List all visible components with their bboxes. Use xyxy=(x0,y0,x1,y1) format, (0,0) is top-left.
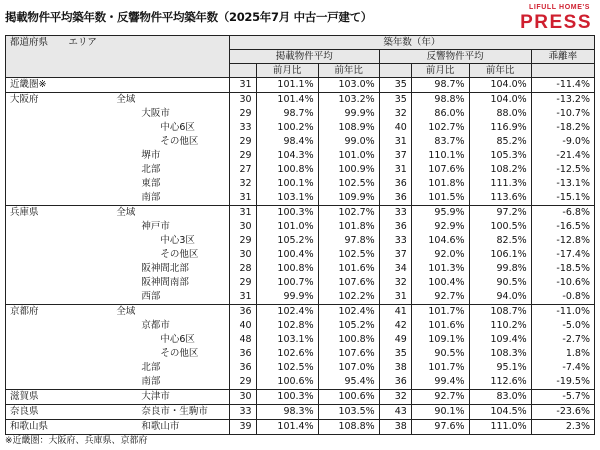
cell-region xyxy=(6,347,65,361)
header-area: エリア xyxy=(64,36,229,50)
cell-inquiry-yoy: 104.5% xyxy=(469,405,531,420)
cell-inquiry-yoy: 116.9% xyxy=(469,121,531,135)
cell-inquiry-mom: 101.6% xyxy=(411,319,469,333)
cell-listed-mom: 100.3% xyxy=(256,206,318,221)
cell-listed-age: 30 xyxy=(229,220,256,234)
cell-inquiry-mom: 98.7% xyxy=(411,78,469,93)
table-row xyxy=(6,107,595,121)
cell-listed-age: 29 xyxy=(229,234,256,248)
cell-inquiry-yoy: 83.0% xyxy=(469,390,531,405)
cell-listed-age: 29 xyxy=(229,276,256,290)
cell-inquiry-mom: 97.6% xyxy=(411,420,469,435)
cell-inquiry-age: 32 xyxy=(379,390,411,405)
cell-listed-age: 29 xyxy=(229,375,256,390)
cell-region xyxy=(6,121,65,135)
cell-region: 大阪府 xyxy=(6,93,65,108)
header-listed-mom: 前月比 xyxy=(256,64,318,78)
cell-listed-yoy: 107.0% xyxy=(318,361,379,375)
cell-listed-age: 32 xyxy=(229,177,256,191)
cell-inquiry-mom: 101.7% xyxy=(411,305,469,320)
cell-listed-mom: 100.7% xyxy=(256,276,318,290)
cell-area: 堺市 xyxy=(64,149,229,163)
cell-region xyxy=(6,361,65,375)
footnote: ※近畿圏：大阪府、兵庫県、京都府 xyxy=(5,436,148,446)
cell-listed-mom: 102.8% xyxy=(256,319,318,333)
cell-inquiry-yoy: 108.7% xyxy=(469,305,531,320)
cell-inquiry-age: 37 xyxy=(379,248,411,262)
cell-area: 全域 xyxy=(64,93,229,108)
cell-inquiry-yoy: 85.2% xyxy=(469,135,531,149)
cell-listed-yoy: 95.4% xyxy=(318,375,379,390)
header-row-3 xyxy=(6,64,595,78)
table-row xyxy=(6,234,595,248)
cell-inquiry-mom: 109.1% xyxy=(411,333,469,347)
header-region: 都道府県 xyxy=(6,36,65,50)
cell-inquiry-yoy: 82.5% xyxy=(469,234,531,248)
cell-inquiry-age: 42 xyxy=(379,319,411,333)
cell-inquiry-yoy: 108.3% xyxy=(469,347,531,361)
header-inquiry: 反響物件平均 xyxy=(379,50,531,64)
table-row xyxy=(6,390,595,405)
cell-region xyxy=(6,290,65,305)
cell-listed-yoy: 107.6% xyxy=(318,276,379,290)
table-row xyxy=(6,177,595,191)
cell-area: 京都市 xyxy=(64,319,229,333)
cell-region: 和歌山県 xyxy=(6,420,65,435)
cell-region xyxy=(6,276,65,290)
cell-region xyxy=(6,375,65,390)
cell-listed-age: 29 xyxy=(229,149,256,163)
cell-area: 東部 xyxy=(64,177,229,191)
table-row xyxy=(6,319,595,333)
table-row xyxy=(6,78,595,93)
cell-inquiry-mom: 101.7% xyxy=(411,361,469,375)
table-row xyxy=(6,333,595,347)
cell-inquiry-age: 43 xyxy=(379,405,411,420)
cell-gap-rate: 2.3% xyxy=(531,420,594,435)
cell-inquiry-yoy: 97.2% xyxy=(469,206,531,221)
page-title: 掲載物件平均築年数・反響物件平均築年数（2025年7月 中古一戸建て） xyxy=(5,10,373,24)
cell-listed-yoy: 102.5% xyxy=(318,248,379,262)
cell-inquiry-age: 35 xyxy=(379,93,411,108)
cell-inquiry-yoy: 109.4% xyxy=(469,333,531,347)
cell-inquiry-age: 35 xyxy=(379,78,411,93)
cell-gap-rate: -13.1% xyxy=(531,177,594,191)
cell-area: 南部 xyxy=(64,191,229,206)
cell-inquiry-mom: 101.8% xyxy=(411,177,469,191)
cell-listed-mom: 98.4% xyxy=(256,135,318,149)
cell-listed-yoy: 101.8% xyxy=(318,220,379,234)
cell-inquiry-age: 36 xyxy=(379,375,411,390)
table-row xyxy=(6,305,595,320)
cell-inquiry-yoy: 106.1% xyxy=(469,248,531,262)
cell-listed-age: 33 xyxy=(229,405,256,420)
cell-gap-rate: -15.1% xyxy=(531,191,594,206)
table-row xyxy=(6,121,595,135)
cell-inquiry-mom: 101.5% xyxy=(411,191,469,206)
table-row xyxy=(6,276,595,290)
cell-inquiry-age: 40 xyxy=(379,121,411,135)
cell-region: 滋賀県 xyxy=(6,390,65,405)
cell-listed-age: 29 xyxy=(229,135,256,149)
cell-inquiry-mom: 83.7% xyxy=(411,135,469,149)
cell-inquiry-age: 33 xyxy=(379,234,411,248)
cell-inquiry-mom: 90.5% xyxy=(411,347,469,361)
brand-logo-subtitle: LIFULL HOME'S xyxy=(528,4,590,11)
cell-inquiry-age: 31 xyxy=(379,135,411,149)
cell-inquiry-yoy: 105.3% xyxy=(469,149,531,163)
cell-listed-mom: 105.2% xyxy=(256,234,318,248)
cell-inquiry-age: 35 xyxy=(379,347,411,361)
cell-area: 北部 xyxy=(64,163,229,177)
cell-listed-mom: 99.9% xyxy=(256,290,318,305)
cell-area: 北部 xyxy=(64,361,229,375)
cell-area: 南部 xyxy=(64,375,229,390)
cell-listed-mom: 102.4% xyxy=(256,305,318,320)
cell-inquiry-mom: 102.7% xyxy=(411,121,469,135)
cell-region xyxy=(6,177,65,191)
cell-inquiry-yoy: 111.3% xyxy=(469,177,531,191)
cell-area: 大阪市 xyxy=(64,107,229,121)
cell-listed-yoy: 107.6% xyxy=(318,347,379,361)
cell-gap-rate: -21.4% xyxy=(531,149,594,163)
cell-listed-yoy: 101.0% xyxy=(318,149,379,163)
cell-gap-rate: -18.2% xyxy=(531,121,594,135)
cell-region xyxy=(6,220,65,234)
cell-area: 全域 xyxy=(64,305,229,320)
cell-listed-yoy: 108.9% xyxy=(318,121,379,135)
cell-listed-yoy: 99.9% xyxy=(318,107,379,121)
cell-region xyxy=(6,248,65,262)
cell-listed-age: 31 xyxy=(229,290,256,305)
cell-inquiry-mom: 95.9% xyxy=(411,206,469,221)
cell-listed-age: 48 xyxy=(229,333,256,347)
cell-inquiry-age: 36 xyxy=(379,177,411,191)
header-row-2 xyxy=(6,50,595,64)
cell-region: 京都府 xyxy=(6,305,65,320)
cell-listed-mom: 98.3% xyxy=(256,405,318,420)
cell-gap-rate: -5.7% xyxy=(531,390,594,405)
cell-gap-rate: -6.8% xyxy=(531,206,594,221)
cell-region xyxy=(6,333,65,347)
cell-listed-age: 33 xyxy=(229,121,256,135)
cell-region xyxy=(6,191,65,206)
cell-listed-mom: 100.2% xyxy=(256,121,318,135)
cell-gap-rate: -7.4% xyxy=(531,361,594,375)
cell-listed-yoy: 102.4% xyxy=(318,305,379,320)
table-row xyxy=(6,149,595,163)
cell-area: 神戸市 xyxy=(64,220,229,234)
table-row xyxy=(6,375,595,390)
cell-region xyxy=(6,319,65,333)
cell-inquiry-mom: 92.0% xyxy=(411,248,469,262)
cell-listed-yoy: 100.6% xyxy=(318,390,379,405)
header-listed: 掲載物件平均 xyxy=(229,50,379,64)
cell-listed-age: 31 xyxy=(229,78,256,93)
cell-listed-age: 30 xyxy=(229,390,256,405)
cell-area: 和歌山市 xyxy=(64,420,229,435)
cell-inquiry-mom: 99.4% xyxy=(411,375,469,390)
table-row xyxy=(6,163,595,177)
cell-area: 中心6区 xyxy=(64,121,229,135)
cell-region xyxy=(6,135,65,149)
cell-listed-mom: 103.1% xyxy=(256,191,318,206)
cell-listed-mom: 100.3% xyxy=(256,390,318,405)
table-row xyxy=(6,248,595,262)
cell-inquiry-mom: 90.1% xyxy=(411,405,469,420)
age-table xyxy=(5,35,595,435)
cell-listed-yoy: 102.2% xyxy=(318,290,379,305)
cell-inquiry-mom: 92.7% xyxy=(411,290,469,305)
cell-gap-rate: -0.8% xyxy=(531,290,594,305)
cell-inquiry-age: 34 xyxy=(379,262,411,276)
cell-area: 中心3区 xyxy=(64,234,229,248)
cell-listed-yoy: 108.8% xyxy=(318,420,379,435)
table-row xyxy=(6,191,595,206)
cell-gap-rate: -18.5% xyxy=(531,262,594,276)
cell-listed-mom: 102.5% xyxy=(256,361,318,375)
cell-inquiry-age: 33 xyxy=(379,206,411,221)
cell-inquiry-age: 36 xyxy=(379,191,411,206)
cell-inquiry-yoy: 112.6% xyxy=(469,375,531,390)
cell-gap-rate: -5.0% xyxy=(531,319,594,333)
cell-listed-age: 29 xyxy=(229,107,256,121)
cell-listed-mom: 100.1% xyxy=(256,177,318,191)
cell-listed-yoy: 97.8% xyxy=(318,234,379,248)
cell-inquiry-age: 38 xyxy=(379,361,411,375)
cell-area: 奈良市・生駒市 xyxy=(64,405,229,420)
cell-gap-rate: -19.5% xyxy=(531,375,594,390)
cell-gap-rate: -10.7% xyxy=(531,107,594,121)
cell-inquiry-yoy: 100.5% xyxy=(469,220,531,234)
cell-gap-rate: -17.4% xyxy=(531,248,594,262)
cell-listed-mom: 98.7% xyxy=(256,107,318,121)
cell-inquiry-age: 37 xyxy=(379,149,411,163)
cell-area: 中心6区 xyxy=(64,333,229,347)
cell-listed-yoy: 109.9% xyxy=(318,191,379,206)
cell-area: 阪神間南部 xyxy=(64,276,229,290)
cell-listed-mom: 103.1% xyxy=(256,333,318,347)
cell-area: その他区 xyxy=(64,347,229,361)
table-row xyxy=(6,262,595,276)
table-row xyxy=(6,361,595,375)
header-gap: 乖離率 xyxy=(531,50,594,64)
cell-listed-age: 28 xyxy=(229,262,256,276)
table-row xyxy=(6,93,595,108)
cell-gap-rate: -11.0% xyxy=(531,305,594,320)
cell-listed-mom: 101.0% xyxy=(256,220,318,234)
cell-inquiry-yoy: 94.0% xyxy=(469,290,531,305)
cell-inquiry-yoy: 104.0% xyxy=(469,93,531,108)
cell-gap-rate: -16.5% xyxy=(531,220,594,234)
cell-listed-age: 40 xyxy=(229,319,256,333)
cell-listed-mom: 101.1% xyxy=(256,78,318,93)
cell-inquiry-mom: 92.9% xyxy=(411,220,469,234)
cell-inquiry-mom: 100.4% xyxy=(411,276,469,290)
cell-listed-yoy: 100.9% xyxy=(318,163,379,177)
cell-listed-yoy: 100.8% xyxy=(318,333,379,347)
cell-gap-rate: -12.5% xyxy=(531,163,594,177)
cell-listed-age: 36 xyxy=(229,347,256,361)
table-row xyxy=(6,206,595,221)
cell-inquiry-age: 49 xyxy=(379,333,411,347)
cell-gap-rate: -23.6% xyxy=(531,405,594,420)
cell-gap-rate: -10.6% xyxy=(531,276,594,290)
cell-listed-yoy: 99.0% xyxy=(318,135,379,149)
cell-listed-mom: 101.4% xyxy=(256,93,318,108)
cell-area: 大津市 xyxy=(64,390,229,405)
cell-listed-age: 36 xyxy=(229,305,256,320)
cell-listed-age: 27 xyxy=(229,163,256,177)
cell-listed-mom: 101.4% xyxy=(256,420,318,435)
cell-inquiry-yoy: 108.2% xyxy=(469,163,531,177)
cell-region xyxy=(6,262,65,276)
cell-listed-yoy: 103.2% xyxy=(318,93,379,108)
header-age: 築年数（年） xyxy=(229,36,594,50)
cell-inquiry-age: 41 xyxy=(379,305,411,320)
cell-area: 阪神間北部 xyxy=(64,262,229,276)
cell-listed-age: 30 xyxy=(229,93,256,108)
cell-listed-yoy: 103.0% xyxy=(318,78,379,93)
cell-inquiry-yoy: 104.0% xyxy=(469,78,531,93)
cell-inquiry-mom: 92.7% xyxy=(411,390,469,405)
cell-inquiry-mom: 86.0% xyxy=(411,107,469,121)
table-row xyxy=(6,290,595,305)
cell-listed-age: 30 xyxy=(229,248,256,262)
cell-listed-age: 31 xyxy=(229,206,256,221)
cell-gap-rate: -12.8% xyxy=(531,234,594,248)
cell-region xyxy=(6,234,65,248)
header-row-1 xyxy=(6,36,595,50)
cell-inquiry-mom: 110.1% xyxy=(411,149,469,163)
cell-gap-rate: -11.4% xyxy=(531,78,594,93)
cell-region xyxy=(6,107,65,121)
cell-listed-mom: 100.6% xyxy=(256,375,318,390)
cell-inquiry-age: 36 xyxy=(379,220,411,234)
cell-inquiry-age: 38 xyxy=(379,420,411,435)
cell-inquiry-age: 31 xyxy=(379,163,411,177)
cell-inquiry-age: 32 xyxy=(379,276,411,290)
cell-region: 兵庫県 xyxy=(6,206,65,221)
cell-gap-rate: -13.2% xyxy=(531,93,594,108)
table-row xyxy=(6,347,595,361)
cell-area: その他区 xyxy=(64,135,229,149)
cell-area xyxy=(64,78,229,93)
header-listed-yoy: 前年比 xyxy=(318,64,379,78)
cell-listed-age: 39 xyxy=(229,420,256,435)
cell-region xyxy=(6,149,65,163)
cell-inquiry-mom: 107.6% xyxy=(411,163,469,177)
cell-listed-age: 36 xyxy=(229,361,256,375)
cell-area: 西部 xyxy=(64,290,229,305)
cell-region xyxy=(6,163,65,177)
brand-logo: PRESS xyxy=(520,12,592,33)
cell-listed-mom: 100.8% xyxy=(256,262,318,276)
cell-inquiry-yoy: 88.0% xyxy=(469,107,531,121)
cell-gap-rate: -9.0% xyxy=(531,135,594,149)
cell-gap-rate: 1.8% xyxy=(531,347,594,361)
cell-listed-mom: 100.4% xyxy=(256,248,318,262)
cell-inquiry-yoy: 99.8% xyxy=(469,262,531,276)
cell-region: 奈良県 xyxy=(6,405,65,420)
cell-inquiry-yoy: 110.2% xyxy=(469,319,531,333)
cell-inquiry-age: 31 xyxy=(379,290,411,305)
cell-region: 近畿圏※ xyxy=(6,78,65,93)
cell-area: 全域 xyxy=(64,206,229,221)
cell-listed-yoy: 103.5% xyxy=(318,405,379,420)
cell-listed-yoy: 102.7% xyxy=(318,206,379,221)
cell-listed-yoy: 105.2% xyxy=(318,319,379,333)
header-inquiry-yoy: 前年比 xyxy=(469,64,531,78)
cell-inquiry-age: 32 xyxy=(379,107,411,121)
table-row xyxy=(6,405,595,420)
header-inquiry-mom: 前月比 xyxy=(411,64,469,78)
cell-listed-yoy: 101.6% xyxy=(318,262,379,276)
cell-area: その他区 xyxy=(64,248,229,262)
cell-inquiry-yoy: 113.6% xyxy=(469,191,531,206)
table-row xyxy=(6,220,595,234)
cell-listed-mom: 100.8% xyxy=(256,163,318,177)
table-row xyxy=(6,135,595,149)
cell-inquiry-mom: 101.3% xyxy=(411,262,469,276)
cell-listed-age: 31 xyxy=(229,191,256,206)
cell-listed-mom: 104.3% xyxy=(256,149,318,163)
cell-inquiry-yoy: 111.0% xyxy=(469,420,531,435)
cell-gap-rate: -2.7% xyxy=(531,333,594,347)
cell-inquiry-mom: 104.6% xyxy=(411,234,469,248)
cell-inquiry-yoy: 90.5% xyxy=(469,276,531,290)
cell-listed-mom: 102.6% xyxy=(256,347,318,361)
cell-inquiry-yoy: 95.1% xyxy=(469,361,531,375)
cell-inquiry-mom: 98.8% xyxy=(411,93,469,108)
cell-listed-yoy: 102.5% xyxy=(318,177,379,191)
